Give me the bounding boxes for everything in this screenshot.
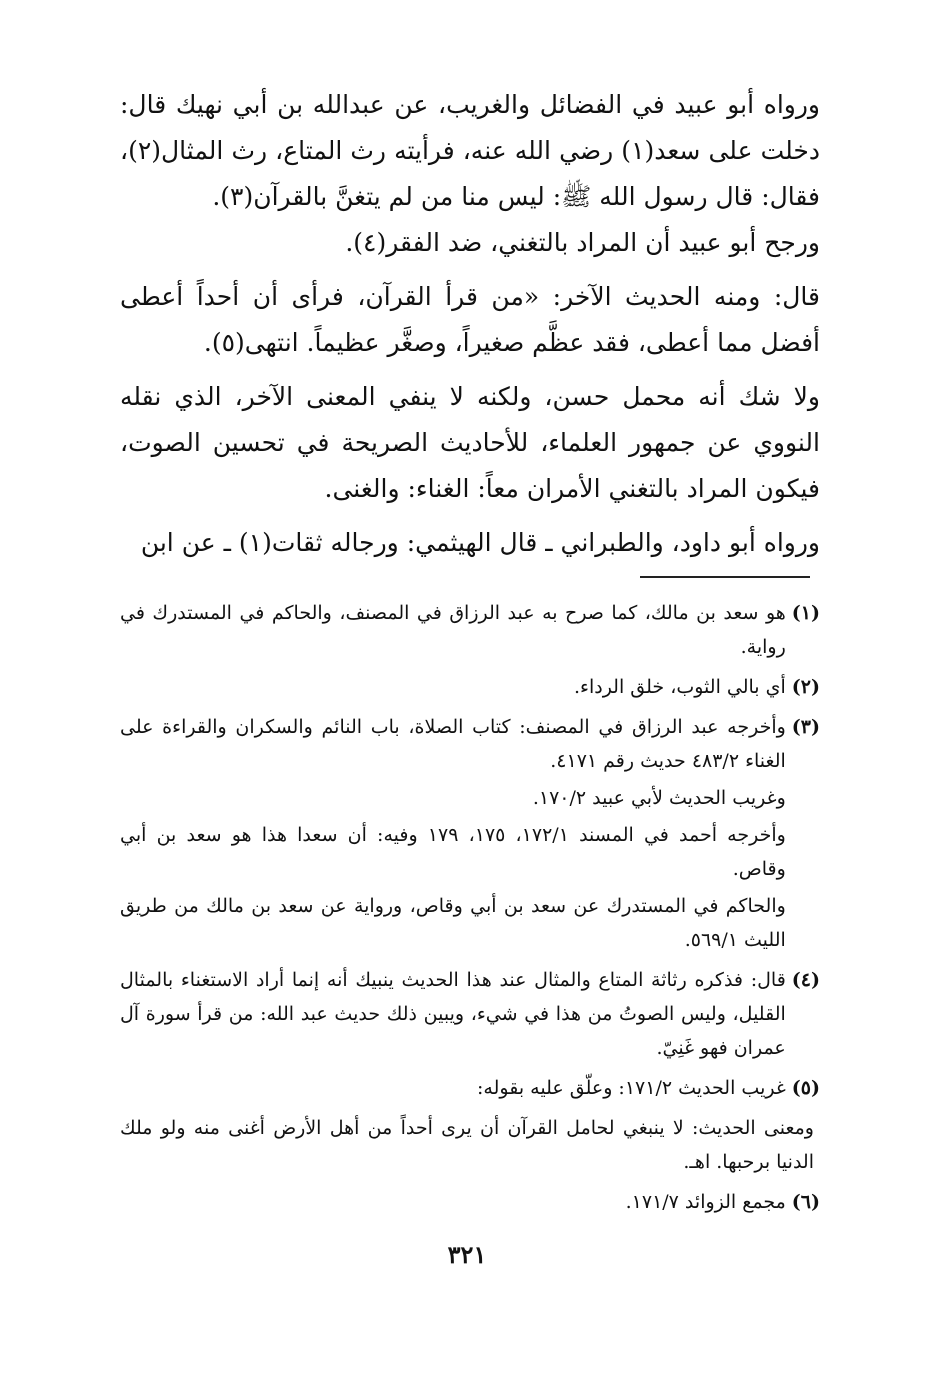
footnote-6 bbox=[120, 1185, 820, 1222]
footnote-line: وغريب الحديث لأبي عبيد ١٧٠/٢. bbox=[532, 787, 786, 809]
paragraph-1: ورواه أبو عبيد في الفضائل والغريب، عن عبدالله بن أبي نهيك قال: دخلت على سعد(١) رضي الله عنه، فرأيته رث المتاع، رث المثال(٢)، فقال: قال رسول الله ﷺ: ليس منا من لم يتغنَّ بالقرآن(٣). bbox=[120, 90, 820, 211]
paragraph-2: ورجح أبو عبيد أن المراد بالتغني، ضد الفقر(٤). bbox=[345, 228, 820, 257]
footnote-2 bbox=[120, 670, 820, 707]
paragraph-5: ورواه أبو داود، والطبراني ـ قال الهيثمي: ورجاله ثقات(١) ـ عن ابن bbox=[140, 528, 820, 557]
footnote-body bbox=[120, 963, 786, 1068]
footnote-5 bbox=[120, 1071, 820, 1108]
footnote-number: (٤) bbox=[791, 969, 820, 991]
paragraph-3: قال: ومنه الحديث الآخر: «من قرأ القرآن، فرأى أن أحداً أعطى أفضل مما أعطى، فقد عظَّم صغيراً، وصغَّر عظيماً. انتهى(٥). bbox=[120, 282, 820, 357]
footnote-line: مجمع الزوائد ١٧١/٧. bbox=[625, 1191, 786, 1213]
footnote-divider bbox=[640, 576, 810, 578]
footnote-number: (٦) bbox=[791, 1191, 820, 1213]
paragraph-4: ولا شك أنه محمل حسن، ولكنه لا ينفي المعنى الآخر، الذي نقله النووي عن جمهور العلماء، للأحاديث الصريحة في تحسين الصوت، فيكون المراد بالتغني الأمران معاً: الغناء: والغنى. bbox=[120, 382, 820, 503]
footnote-line: قال: فذكره رثاثة المتاع والمثال عند هذا الحديث ينبيك أنه إنما أراد الاستغناء بالمثال القليل، وليس الصوتُ من هذا في شيء، ويبين ذلك حديث عبد الله: من قرأ سورة آل عمران فهو غَنِيّ. bbox=[120, 969, 786, 1059]
footnote-number: (٥) bbox=[791, 1077, 820, 1099]
footnotes bbox=[120, 596, 820, 1225]
footnote-body bbox=[120, 1111, 814, 1182]
page-number: ٣٢١ bbox=[447, 1240, 487, 1269]
footnote-number: (١) bbox=[791, 602, 820, 624]
footnote-body bbox=[120, 710, 786, 960]
footnote-number: (٢) bbox=[791, 676, 820, 698]
footnote-body bbox=[120, 1071, 786, 1108]
footnote-3 bbox=[120, 710, 820, 960]
footnote-body bbox=[120, 596, 786, 667]
footnote-number bbox=[814, 1111, 820, 1182]
footnote-line: وأخرجه أحمد في المسند ١٧٢/١، ١٧٥، ١٧٩ وفيه: أن سعدا هذا هو سعد بن أبي وقاص. bbox=[120, 824, 786, 880]
footnote-5-continuation bbox=[120, 1111, 820, 1182]
footnote-4 bbox=[120, 963, 820, 1068]
footnote-line: أي بالي الثوب، خلق الرداء. bbox=[573, 676, 786, 698]
footnote-line: والحاكم في المستدرك عن سعد بن أبي وقاص، ورواية عن سعد بن مالك من طريق الليث ٥٦٩/١. bbox=[120, 895, 786, 951]
footnote-line: هو سعد بن مالك، كما صرح به عبد الرزاق في المصنف، والحاكم في المستدرك في رواية. bbox=[120, 602, 786, 658]
footnote-line: وأخرجه عبد الرزاق في المصنف: كتاب الصلاة، باب النائم والسكران والقراءة على الغناء ٤٨٣/٢ حديث رقم ٤١٧١. bbox=[120, 716, 786, 772]
footnote-body bbox=[120, 670, 786, 707]
footnote-line: ومعنى الحديث: لا ينبغي لحامل القرآن أن يرى أحداً من أهل الأرض أغنى منه ولو ملك الدنيا برحبها. اهـ. bbox=[120, 1117, 814, 1173]
footnote-body bbox=[120, 1185, 786, 1222]
footnote-1 bbox=[120, 596, 820, 667]
footnote-number: (٣) bbox=[791, 716, 820, 738]
footnote-line: غريب الحديث ١٧١/٢: وعلّق عليه بقوله: bbox=[477, 1077, 786, 1099]
main-text bbox=[120, 82, 820, 574]
